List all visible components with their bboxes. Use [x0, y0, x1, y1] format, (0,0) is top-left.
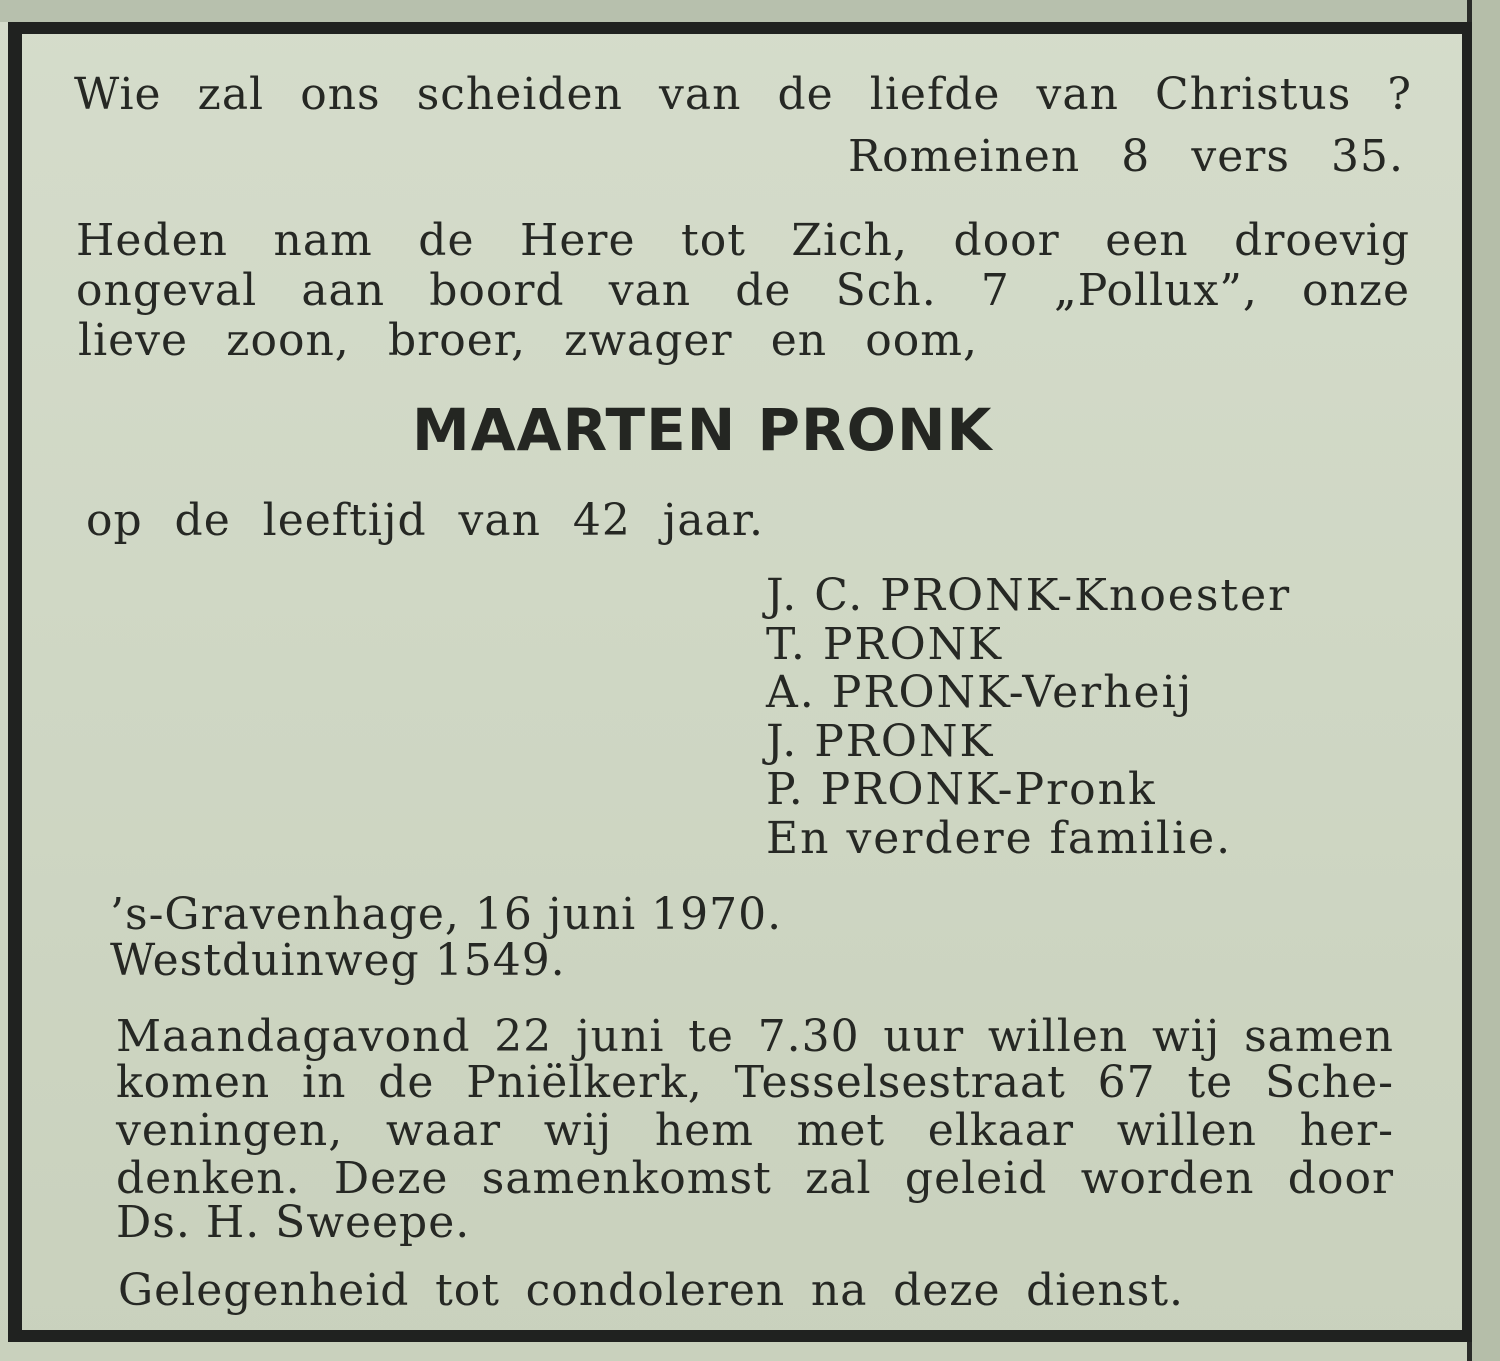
service-line-5: Ds. H. Sweepe. [116, 1197, 471, 1248]
address: Westduinweg 1549. [110, 935, 566, 986]
service-line-1: Maandagavond 22 juni te 7.30 uur willen wij samen [116, 1011, 1394, 1062]
bible-verse-reference: Romeinen 8 vers 35. [848, 131, 1404, 182]
service-line-2: komen in de Pniëlkerk, Tesselsestraat 67 te Sche- [116, 1057, 1394, 1108]
age-text: op de leeftijd van 42 jaar. [86, 495, 764, 546]
family-list [766, 572, 1406, 863]
family-member: T. PRONK [766, 618, 1004, 670]
family-member: En verdere familie. [766, 812, 1233, 864]
city-date: ’s-Gravenhage, 16 juni 1970. [110, 889, 783, 940]
announcement-line-1: Heden nam de Here tot Zich, door een droevig [76, 215, 1410, 266]
family-member: P. PRONK-Pronk [766, 764, 1157, 815]
top-paper-edge [0, 0, 1500, 22]
family-member: J. PRONK [766, 715, 995, 767]
bible-verse-quote: Wie zal ons scheiden van de liefde van Christus ? [74, 69, 1412, 120]
announcement-line-2: ongeval aan boord van de Sch. 7 „Pollux”, onze [76, 265, 1410, 316]
deceased-name: MAARTEN PRONK [412, 396, 993, 464]
family-member: J. C. PRONK-Knoester [766, 570, 1292, 621]
announcement-line-3: lieve zoon, broer, zwager en oom, [78, 315, 978, 366]
condolence-note: Gelegenheid tot condoleren na deze dienst. [118, 1265, 1184, 1316]
family-member: A. PRONK-Verheij [766, 667, 1194, 718]
service-line-4: denken. Deze samenkomst zal geleid worden door [116, 1153, 1394, 1204]
service-line-3: veningen, waar wij hem met elkaar willen her- [116, 1105, 1394, 1156]
